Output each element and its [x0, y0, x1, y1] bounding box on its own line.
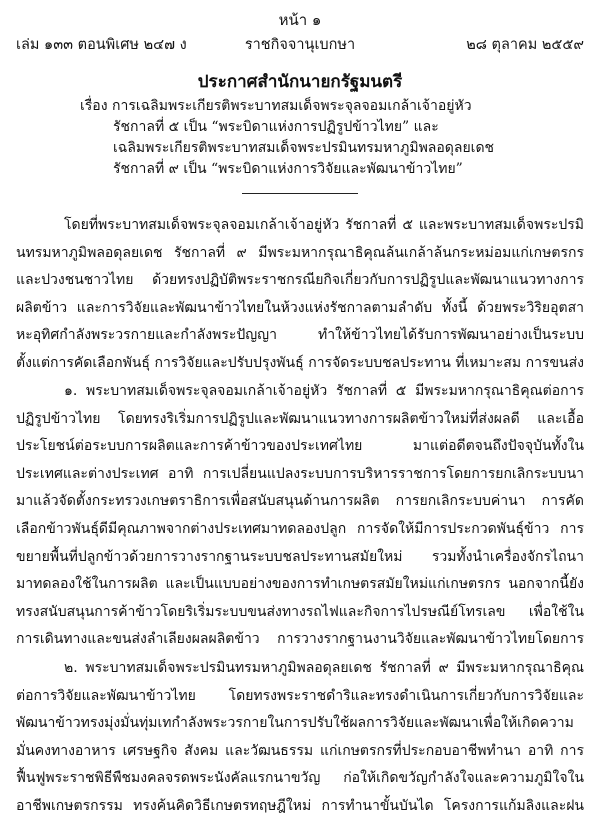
- page-number: หน้า ๑: [278, 11, 322, 29]
- subject-line: รัชกาลที่ ๕ เป็น “พระบิดาแห่งการปฏิรูปข้าวไทย” และ: [113, 119, 439, 135]
- item-1-paragraph: ๑. พระบาทสมเด็จพระจุลจอมเกล้าเจ้าอยู่หัว รัชกาลที่ ๕ มีพระมหากรุณาธิคุณต่อการปฏิรูปข้าวไทย โดยทรงริเริ่มการปฏิรูปและพัฒนาแนวทางการผลิตข้าวใหม่ที่ส่งผลดี และเอื้อประโยชน์ต่อระบบการผลิตและการค้าข้าวของประเทศไทย มาแต่อดีตจนถึงปัจจุบันทั้งในประเทศและต่างประเทศ อาทิ การเปลี่ยนแปลงระบบการบริหารราชการโดยการยกเลิกระบบนามาแล้วจัดตั้งกระทรวงเกษตราธิการเพื่อสนับสนุนด้านการผลิต การยกเลิกระบบค่านา การคัดเลือกข้าวพันธุ์ดีมีคุณภาพจากต่างประเทศมาทดลองปลูก การจัดให้มีการประกวดพันธุ์ข้าว การขยายพื้นที่ปลูกข้าวด้วยการวางรากฐานระบบชลประทานสมัยใหม่ รวมทั้งนำเครื่องจักรไถนามาทดลองใช้ในการผลิต และเป็นแบบอย่างของการทำเกษตรสมัยใหม่แก่เกษตรกร นอกจากนี้ยังทรงสนับสนุนการค้าข้าวโดยริเริ่มระบบขนส่งทางรถไฟและกิจการไปรษณีย์โทรเลข เพื่อใช้ในการเดินทางและขนส่งลำเลียงผลผลิตข้าว การวางรากฐานงานวิจัยและพัฒนาข้าวไทยโดยการ: [16, 383, 584, 648]
- intro-paragraph: โดยที่พระบาทสมเด็จพระจุลจอมเกล้าเจ้าอยู่หัว รัชกาลที่ ๕ และพระบาทสมเด็จพระปรมินทรมหาภูมิพลอดุลยเดช รัชกาลที่ ๙ มีพระมหากรุณาธิคุณล้นเกล้าล้นกระหม่อมแก่เกษตรกรและปวงชนชาวไทย ด้วยทรงปฏิบัติพระราชกรณียกิจเกี่ยวกับการปฏิรูปและพัฒนาแนวทางการผลิตข้าว และการวิจัยและพัฒนาข้าวไทยในห้วงแห่งรัชกาลตามลำดับ ทั้งนี้ ด้วยพระวิริยอุตสาหะอุทิศกำลังพระวรกายและกำลังพระปัญญา ทำให้ข้าวไทยได้รับการพัฒนาอย่างเป็นระบบ ตั้งแต่การคัดเลือกพันธุ์ การวิจัยและปรับปรุงพันธุ์ การจัดระบบชลประทาน ที่เหมาะสม การขนส่ง: [16, 217, 584, 371]
- divider-line: [242, 193, 358, 194]
- volume-issue: เล่ม ๑๓๓ ตอนพิเศษ ๒๔๗ ง: [16, 37, 187, 53]
- item-2-paragraph: ๒. พระบาทสมเด็จพระปรมินทรมหาภูมิพลอดุลยเดช รัชกาลที่ ๙ มีพระมหากรุณาธิคุณต่อการวิจัยและพัฒนาข้าวไทย โดยทรงพระราชดำริและทรงดำเนินการเกี่ยวกับการวิจัยและพัฒนาข้าวทรงมุ่งมั่นทุ่มเทกำลังพระวรกายในการปรับใช้ผลการวิจัยและพัฒนาเพื่อให้เกิดความมั่นคงทางอาหาร เศรษฐกิจ สังคม และวัฒนธรรม แก่เกษตรกรที่ประกอบอาชีพทำนา อาทิ การฟื้นฟูพระราชพิธีพืชมงคลจรดพระนังคัลแรกนาขวัญ ก่อให้เกิดขวัญกำลังใจและความภูมิใจในอาชีพเกษตรกรรม ทรงค้นคิดวิธีเกษตรทฤษฎีใหม่ การทำนาขั้นบันได โครงการแก้มลิงและฝน: [16, 660, 584, 814]
- announcement-body: [16, 212, 584, 821]
- subject-line: เรื่อง การเฉลิมพระเกียรติพระบาทสมเด็จพระจุลจอมเกล้าเจ้าอยู่หัว: [80, 98, 472, 114]
- announcement-subject: [80, 96, 550, 180]
- subject-line: รัชกาลที่ ๙ เป็น “พระบิดาแห่งการวิจัยและพัฒนาข้าวไทย”: [113, 161, 463, 177]
- gazette-header: [16, 33, 584, 57]
- publication-date: ๒๘ ตุลาคม ๒๕๕๙: [466, 37, 584, 53]
- gazette-name: ราชกิจจานุเบกษา: [244, 37, 356, 53]
- subject-line: เฉลิมพระเกียรติพระบาทสมเด็จพระปรมินทรมหาภูมิพลอดุลยเดช: [113, 140, 495, 156]
- announcement-title: ประกาศสำนักนายกรัฐมนตรี: [197, 72, 403, 92]
